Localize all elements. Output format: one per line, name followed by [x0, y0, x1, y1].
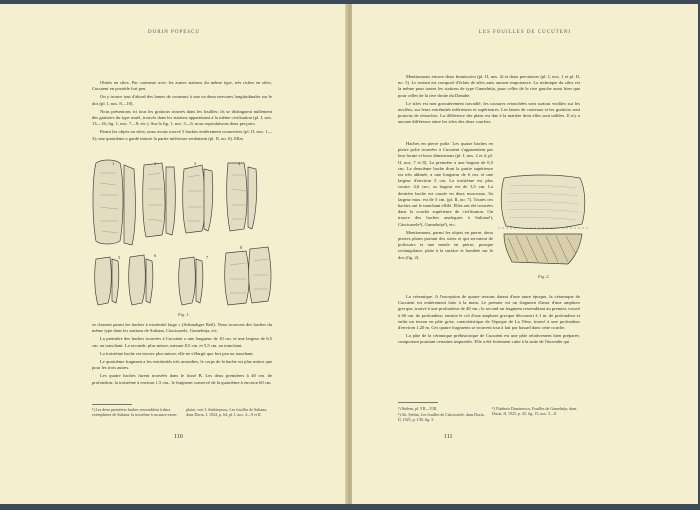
- left-para-5: se classent parmi les haches à extrémité large « (Schmaliger Beil). Nous trouvons des haches du même type dans les stations de Sultana, Căscioarele, Gumelnița, etc.: [92, 322, 272, 334]
- fig-label-4: 4: [238, 161, 241, 166]
- fig-label-5: 5: [118, 255, 121, 260]
- right-para-3: Haches en pierre polie. Les quatre haches en pierre polie trouvées à Cucuteni s'apparentent par leur forme et leurs dimensions (pl. I, nos. 2 et 4; pl. II, nos. 7 et 8). La première a une largeur de 6,5 cm. La deuxième hache dont la partie supérieure est très abîmée, a une longueur de 6 cm. et une largeur d'environ 5 cm. La troisième est plus courte: 4,6 cm.; sa largeur est de 3,5 cm. La dernière hache est cassée en deux morceaux. Sa largeur max. est de 3 cm. (pl. II, no. 7). Toutes ces haches ont le tranchant effilé. Elles ont été trouvées dans la couche supérieure de civilisation. On trouve des haches analogues à Sultana¹), Căscioarele²), Gumelnița³), etc.: [398, 141, 493, 227]
- right-text-bottom: [398, 294, 580, 348]
- fig-label-3: 3: [194, 161, 197, 166]
- left-page: [0, 4, 348, 504]
- millstone-drawing: [498, 172, 588, 268]
- left-running-header: DORIN POPESCU: [147, 30, 201, 35]
- right-para-5: La céramique. A l'exception de quatre tessons datant d'une autre époque, la céramique de Cucuteni est entièrement faite à la main. Le premier est un fragment d'anse d'une amphore grecque, trouvé à une profondeur de 40 cm.; le second un fragment ressemblant au premier, trouvé à 60 cm. de profondeur; ensuite le col d'une amphore grecque découvert à 1 m. de profondeur et enfin un tesson en pâte grise, caractéristique de l'époque de La Tène, trouvé à une profondeur d'environ 1,20 m. Ces quatre fragments se trouvent tout à fait par hasard dans cette couche.: [398, 294, 580, 331]
- right-para-1: Mentionnons encore deux brunissoirs (pl. II, nos. 4) et deux percuteurs (pl. I, nos. 1 et pl. II, no. 5). Le restant est composé d'éclats de silex sans aucune importance. La technique du silex est la même pour toutes les stations de type Gumelnița, pour celles de la rive gauche aussi bien que pour celles de la rive droite du Danube.: [398, 74, 580, 98]
- flint-axes-drawing: [90, 159, 280, 309]
- right-footnote-2: ²) Gh. Ștefan, Les fouilles de Căscioarele, dans Dacia, II, 1925, p. 138, fig. 3.: [398, 412, 485, 423]
- left-footnote-2: plaire, voir I. Andrieșescu, Les fouilles de Sultana, dans Dacia, I, 1924, p. 64, pl. I, nos. 4—9 et II.: [186, 407, 267, 418]
- right-page: [352, 4, 698, 504]
- figure-1-plate: [90, 159, 280, 309]
- left-para-3: Nous présentons ici tous les grattoirs trouvés dans les fouilles; ils se distinguent nullement des grattoirs du type usuel, trouvés dans les stations appartenant à la même civilisation (pl. I, nos. 13—16; fig. 1, nos. 7—8; etc.). Sur la fig. 1, nos. 5—6, nous reproduisons deux perçoirs.: [92, 108, 272, 127]
- left-footnote-1: ¹) Les deux premières haches ressemblent à deux exemplaires de Sultana, la troisième à un autre exem-: [92, 407, 178, 418]
- figure-2-caption: Fig. 2.: [538, 274, 550, 279]
- left-para-4: Parmi les objets en silex, nous avons trouvé 3 haches entièrement conservées (pl. II, nos. 1—3); une quatrième a gardé intacte la partie inférieure seulement (pl. II, no. 6). Elles: [92, 129, 272, 141]
- left-text-bottom: [92, 322, 272, 388]
- right-text-top: [398, 74, 580, 128]
- fig-label-6: 6: [154, 253, 157, 258]
- fig-label-1: 1: [112, 161, 115, 166]
- fig-label-2: 2: [154, 161, 157, 166]
- right-footnote-rule: [398, 402, 438, 403]
- figure-1-caption: Fig. 1.: [178, 312, 190, 317]
- fig-label-8: 8: [240, 245, 243, 250]
- left-para-7: La troisième hache est encore plus mince, elle ne s'élargit que fort peu au tranchant.: [100, 350, 254, 356]
- figure-2-millstone: [498, 172, 588, 268]
- right-footnote-3: ³) Vladimir Dumitrescu, Fouilles de Gumelnița, dans Dacia, II, 1925, p. 45, fig. 15, nos. 5—8.: [492, 406, 577, 417]
- left-page-number: 110: [174, 434, 183, 440]
- right-para-2: Le silex est non grossièrement travaillé; les cassures retouchées sont surtout visibles sur les nucléus, sur leurs extrémités inférieures et supérieures. Les lames de couteaux et les grattoirs sont pourvus de retouches. La différence des plans est due à la matière dont elles sont taillées. Il n'y a aucune différence entre les silex des deux couches.: [398, 100, 580, 125]
- right-running-header: LES FOUILLES DE CUCUTENI: [478, 30, 572, 35]
- left-para-1: Obiets en silex. Par contraste avec les autres stations du même type, très riches en silex, Cucuteni en possède fort peu.: [92, 80, 272, 92]
- right-para-6: La pâte de la céramique préhistorique de Cucuteni est une pâte relativement bien préparée, comportant pourtant certaines impuretés. Elle a été fortement cuite à la suite de l'incendie qui: [398, 333, 580, 345]
- left-para-6: La première des haches trouvées à Cucuteni a une longueur de 10 cm. et une largeur de 6,5 cm. au tranchant. La seconde, plus mince, mesure 8,5 cm. et 5,5 cm. au tranchant.: [92, 336, 272, 348]
- right-page-number: 111: [444, 434, 453, 440]
- left-para-2: On y trouve tout d'abord des lames de couteaux à une ou deux nervures longitudinales sur le dos (pl. I, nos. 8—10).: [92, 94, 272, 106]
- left-para-8: Le quatrième fragment a les extrémités très arrondies; le corps de la hache est plus mince que pour les trois autres.: [92, 359, 272, 371]
- left-text-top: [92, 80, 272, 144]
- right-text-column: [398, 141, 493, 263]
- left-footnote-rule: [92, 404, 132, 405]
- right-para-4: Mentionnons, parmi les objets en pierre, deux pierres plates portant des stries et qui servaient de polissoirs et une meule en pierre, presque rectangulaire, plate à la surface et bombée sur le dos (fig. 2).: [398, 229, 493, 260]
- right-footnote-1: ¹) Ibidem, pl. VII—VIII.: [398, 406, 438, 411]
- fig-label-7: 7: [206, 255, 209, 260]
- left-para-9: Les quatre haches furent trouvées dans le fossé B. Les deux premières à 40 cm. de profondeur, la troisième à environ 1,5 cm., le fragment conservé de la quatrième à environ 60 cm.: [92, 373, 272, 385]
